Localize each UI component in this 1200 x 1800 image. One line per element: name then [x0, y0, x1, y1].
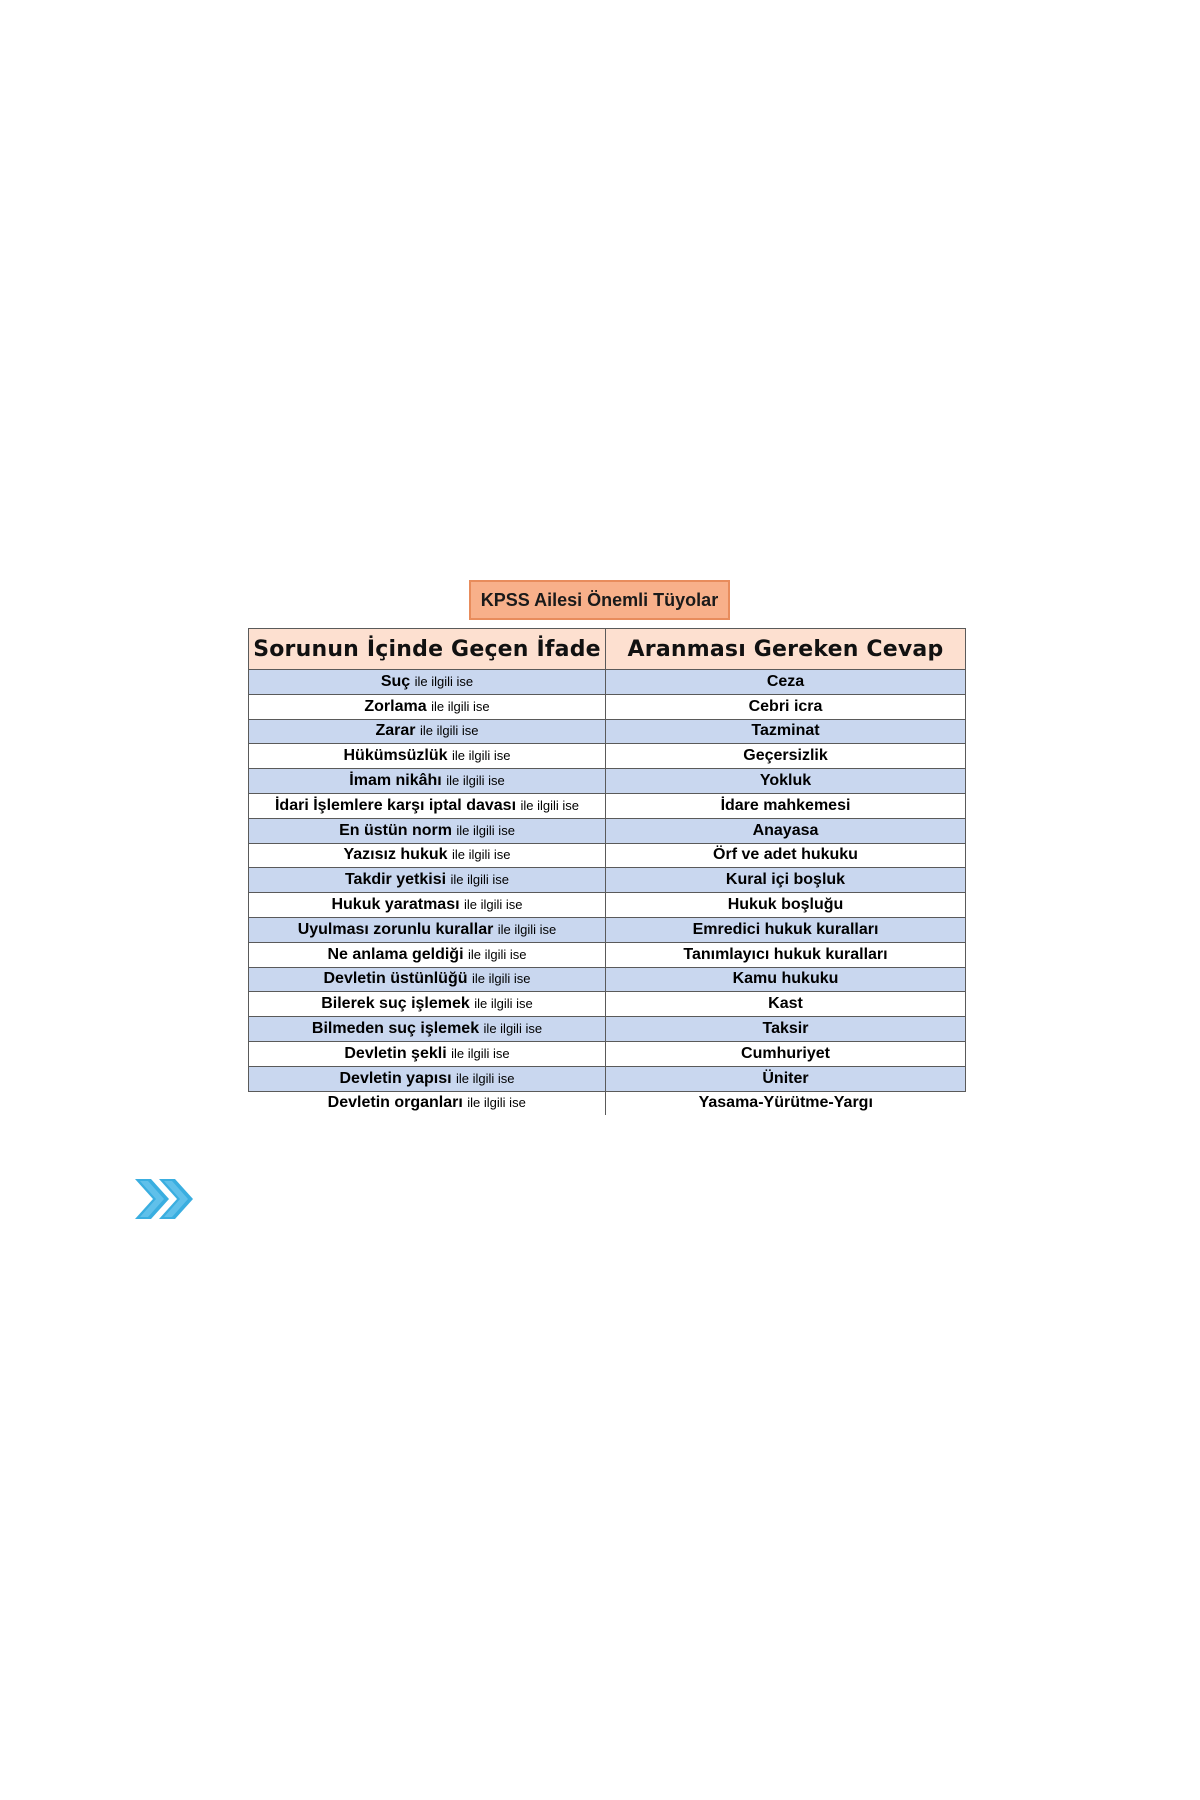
- question-phrase-cell: [249, 818, 606, 843]
- table-row: [249, 893, 966, 918]
- phrase-term: Bilmeden suç işlemek: [311, 1020, 480, 1038]
- tips-table-container: [248, 628, 965, 1115]
- phrase-suffix: ile ilgili ise: [450, 872, 510, 888]
- phrase-term: İmam nikâhı: [349, 772, 442, 790]
- page-title: KPSS Ailesi Önemli Tüyolar: [469, 580, 730, 620]
- phrase-term: Devletin şekli: [344, 1044, 447, 1062]
- expected-answer-cell: Hukuk boşluğu: [606, 893, 966, 918]
- question-phrase-cell: [249, 670, 606, 695]
- phrase-suffix: ile ilgili ise: [463, 897, 523, 913]
- phrase-term: Suç: [380, 672, 411, 690]
- expected-answer-cell: Cebri icra: [606, 694, 966, 719]
- expected-answer-cell: Üniter: [606, 1066, 966, 1091]
- phrase-term: Hükümsüzlük: [343, 747, 448, 765]
- double-chevron-right-icon: [133, 1176, 199, 1222]
- expected-answer-cell: Kural içi boşluk: [606, 868, 966, 893]
- expected-answer-cell: Ceza: [606, 670, 966, 695]
- phrase-term: Hukuk yaratması: [331, 896, 460, 914]
- table-row: [249, 942, 966, 967]
- phrase-term: Devletin üstünlüğü: [323, 970, 468, 988]
- expected-answer-cell: Tazminat: [606, 719, 966, 744]
- phrase-term: Zarar: [375, 722, 416, 740]
- table-row: [249, 1017, 966, 1042]
- phrase-term: En üstün norm: [339, 821, 452, 839]
- phrase-suffix: ile ilgili ise: [471, 971, 531, 987]
- question-phrase-cell: [249, 992, 606, 1017]
- table-row: [249, 917, 966, 942]
- table-row: [249, 868, 966, 893]
- phrase-suffix: ile ilgili ise: [483, 1021, 543, 1037]
- question-phrase-cell: [249, 1041, 606, 1066]
- phrase-suffix: ile ilgili ise: [467, 1095, 526, 1111]
- table-row: [249, 843, 966, 868]
- table-body: [249, 670, 966, 1116]
- phrase-term: İdari İşlemlere karşı iptal davası: [274, 796, 517, 814]
- phrase-suffix: ile ilgili ise: [414, 673, 474, 689]
- phrase-term: Devletin yapısı: [339, 1069, 452, 1087]
- question-phrase-cell: [249, 1091, 606, 1115]
- table-row: [249, 992, 966, 1017]
- phrase-suffix: ile ilgili ise: [497, 921, 557, 937]
- question-phrase-cell: [249, 1066, 606, 1091]
- phrase-term: Uyulması zorunlu kurallar: [297, 920, 494, 938]
- expected-answer-cell: Yasama-Yürütme-Yargı: [606, 1091, 966, 1115]
- expected-answer-cell: Cumhuriyet: [606, 1041, 966, 1066]
- phrase-term: Bilerek suç işlemek: [321, 995, 470, 1013]
- expected-answer-cell: Yokluk: [606, 769, 966, 794]
- table-row: [249, 769, 966, 794]
- table-row: [249, 719, 966, 744]
- phrase-term: Takdir yetkisi: [344, 871, 447, 889]
- expected-answer-cell: Kast: [606, 992, 966, 1017]
- table-row: [249, 744, 966, 769]
- table-row: [249, 793, 966, 818]
- phrase-suffix: ile ilgili ise: [451, 847, 511, 863]
- expected-answer-cell: Kamu hukuku: [606, 967, 966, 992]
- phrase-suffix: ile ilgili ise: [520, 797, 579, 813]
- table-row: [249, 694, 966, 719]
- phrase-suffix: ile ilgili ise: [474, 996, 533, 1012]
- header-question-phrase: Sorunun İçinde Geçen İfade: [249, 629, 606, 670]
- expected-answer-cell: Örf ve adet hukuku: [606, 843, 966, 868]
- phrase-suffix: ile ilgili ise: [456, 822, 515, 838]
- expected-answer-cell: Emredici hukuk kuralları: [606, 917, 966, 942]
- tips-table: [248, 628, 966, 1115]
- phrase-suffix: ile ilgili ise: [467, 946, 527, 962]
- table-row: [249, 1041, 966, 1066]
- phrase-term: Devletin organları: [327, 1094, 463, 1112]
- table-row: [249, 1066, 966, 1091]
- phrase-term: Yazısız hukuk: [343, 846, 448, 864]
- expected-answer-cell: Tanımlayıcı hukuk kuralları: [606, 942, 966, 967]
- question-phrase-cell: [249, 769, 606, 794]
- phrase-suffix: ile ilgili ise: [419, 723, 479, 739]
- question-phrase-cell: [249, 843, 606, 868]
- table-row: [249, 967, 966, 992]
- question-phrase-cell: [249, 942, 606, 967]
- expected-answer-cell: Anayasa: [606, 818, 966, 843]
- question-phrase-cell: [249, 694, 606, 719]
- question-phrase-cell: [249, 893, 606, 918]
- phrase-term: Ne anlama geldiği: [327, 945, 464, 963]
- phrase-suffix: ile ilgili ise: [446, 773, 505, 789]
- table-row: [249, 818, 966, 843]
- phrase-suffix: ile ilgili ise: [455, 1070, 515, 1086]
- phrase-suffix: ile ilgili ise: [451, 748, 511, 764]
- table-header-row: [249, 629, 966, 670]
- question-phrase-cell: [249, 1017, 606, 1042]
- expected-answer-cell: Taksir: [606, 1017, 966, 1042]
- question-phrase-cell: [249, 967, 606, 992]
- phrase-suffix: ile ilgili ise: [451, 1045, 510, 1061]
- phrase-term: Zorlama: [364, 697, 427, 715]
- question-phrase-cell: [249, 868, 606, 893]
- expected-answer-cell: İdare mahkemesi: [606, 793, 966, 818]
- table-row: [249, 1091, 966, 1115]
- expected-answer-cell: Geçersizlik: [606, 744, 966, 769]
- question-phrase-cell: [249, 917, 606, 942]
- question-phrase-cell: [249, 744, 606, 769]
- phrase-suffix: ile ilgili ise: [431, 698, 490, 714]
- table-row: [249, 670, 966, 695]
- question-phrase-cell: [249, 793, 606, 818]
- question-phrase-cell: [249, 719, 606, 744]
- header-expected-answer: Aranması Gereken Cevap: [606, 629, 966, 670]
